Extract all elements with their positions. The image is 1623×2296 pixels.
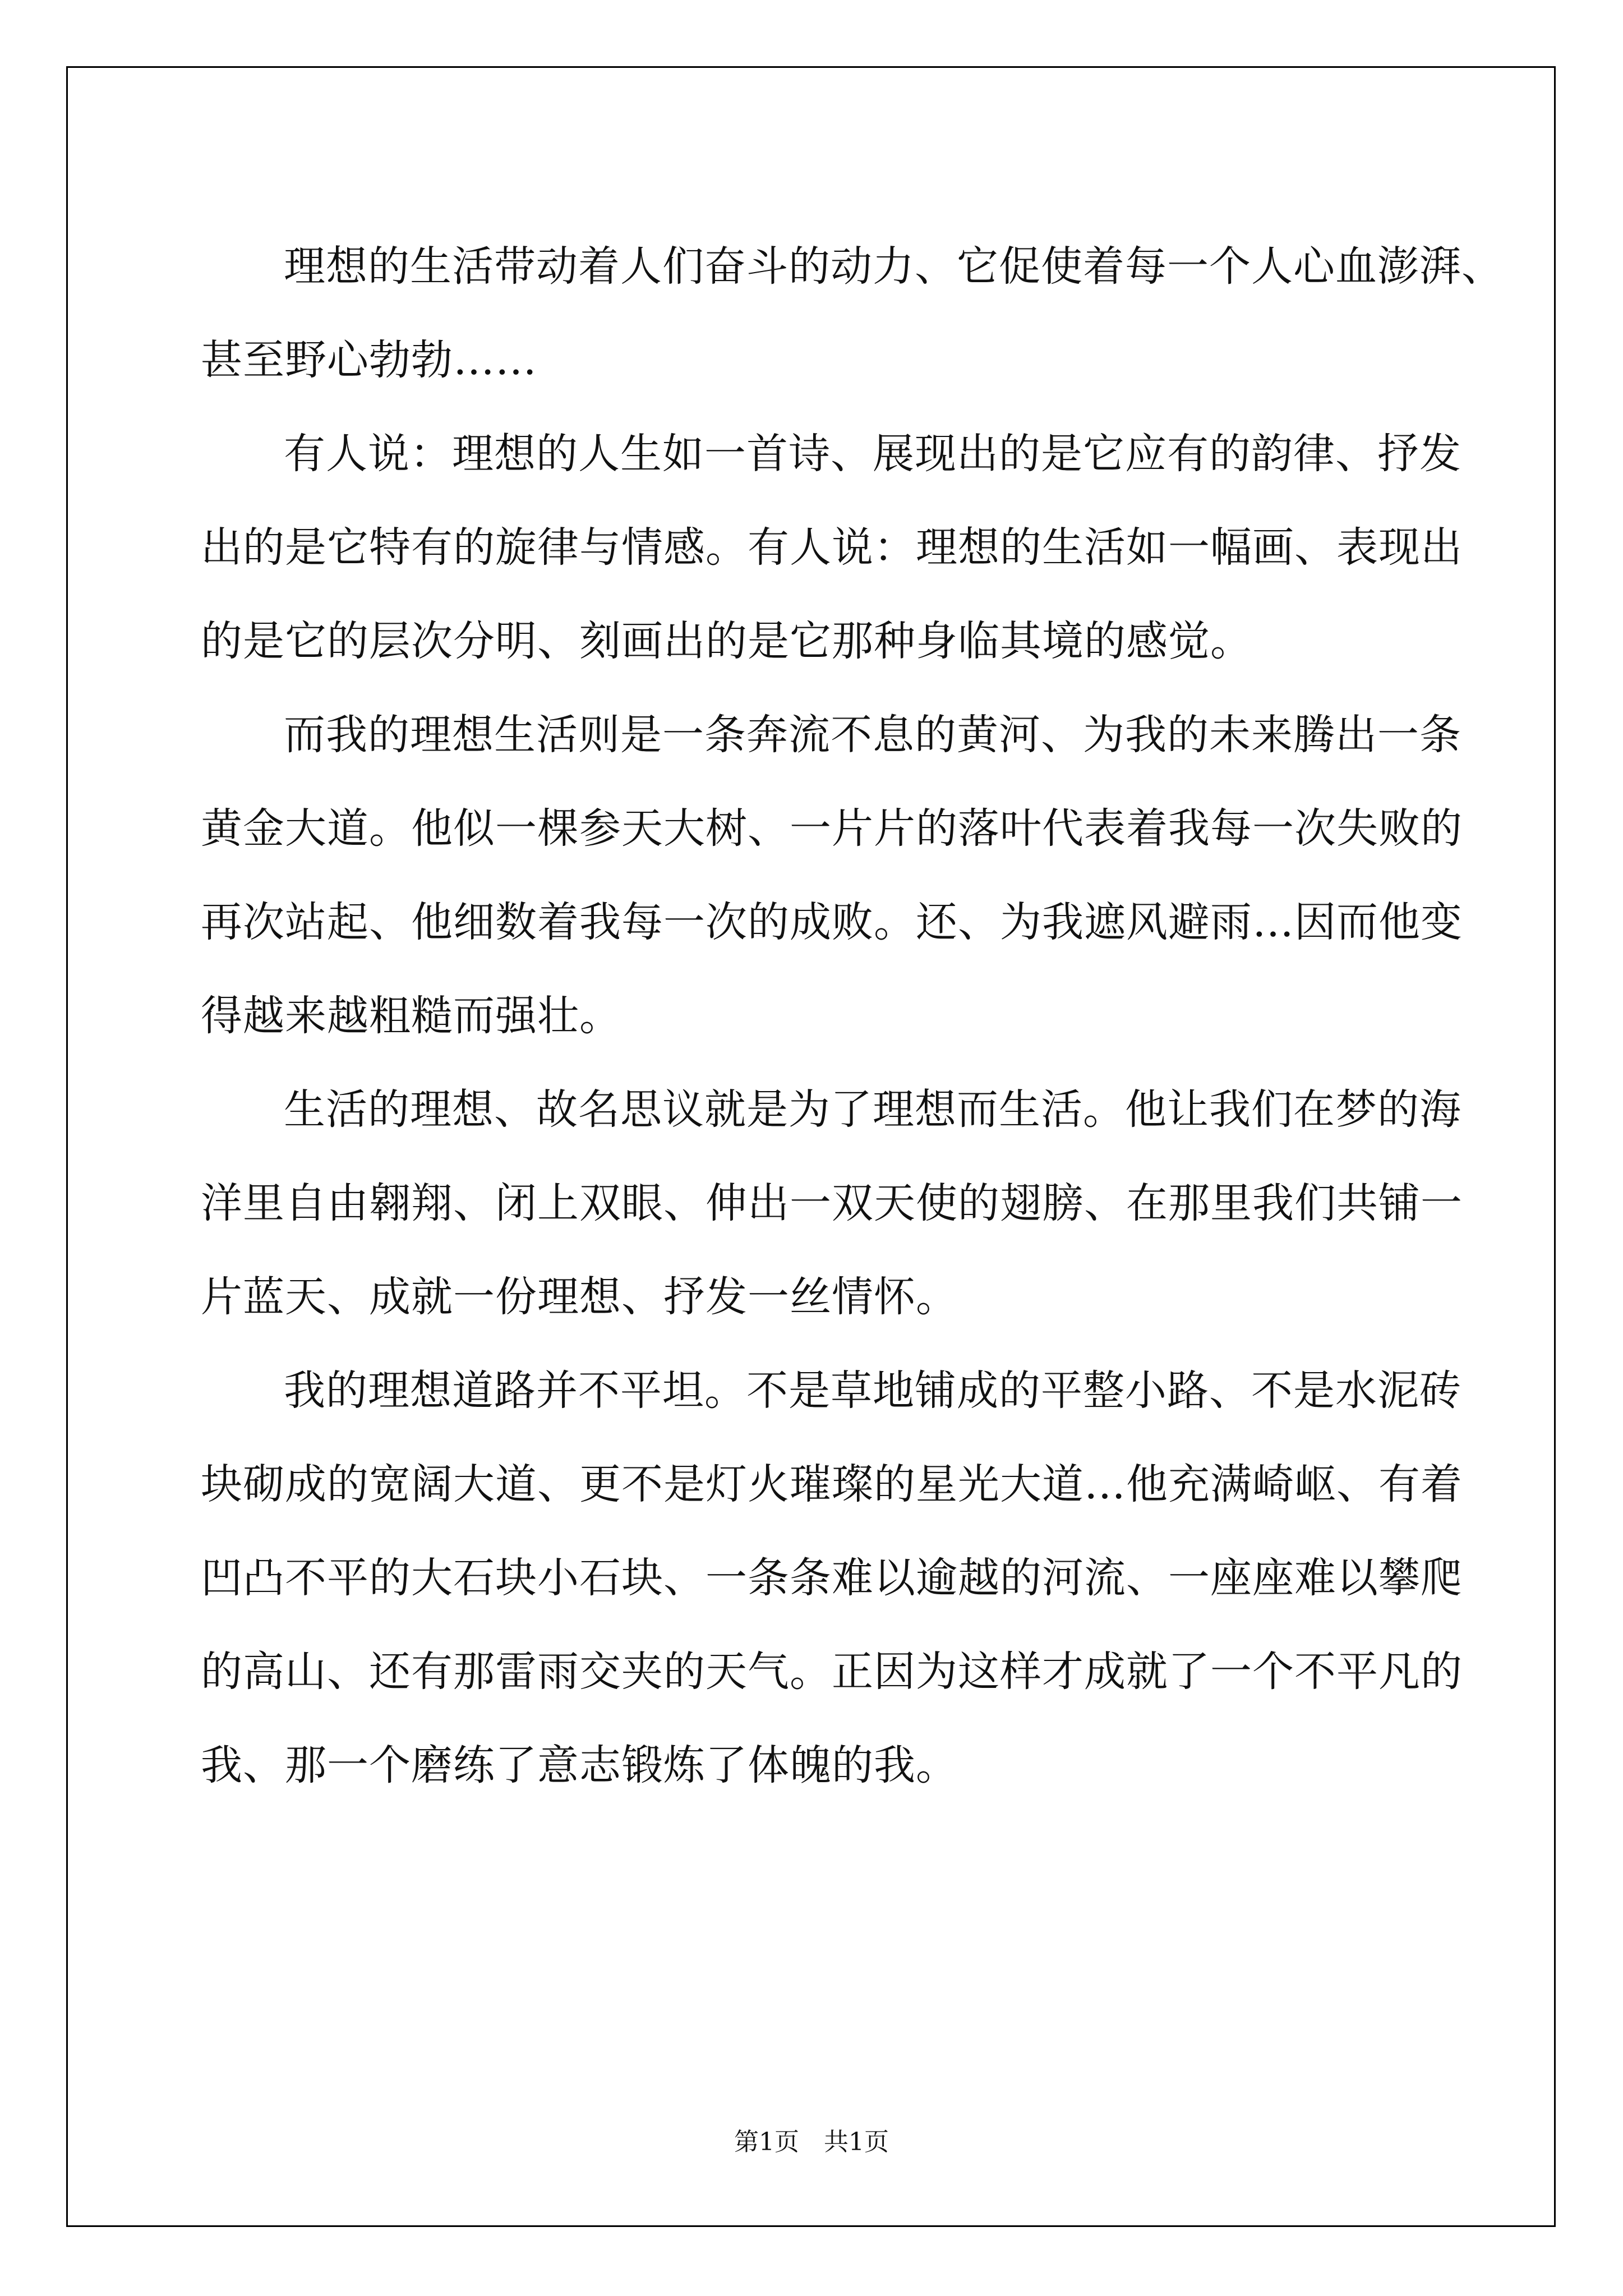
page-footer: 第1页 共1页 (734, 2128, 889, 2156)
paragraph-5 (201, 1344, 1463, 1812)
text-line: 生活的理想、故名思议就是为了理想而生活。他让我们在梦的海 (284, 1085, 1461, 1134)
paragraph-3 (201, 688, 1463, 1063)
text-line: 甚至野心勃勃…… (201, 336, 537, 384)
text-line: 出的是它特有的旋律与情感。有人说：理想的生活如一幅画、表现出 (201, 523, 1463, 572)
paragraph-4 (201, 1063, 1463, 1344)
text-line: 我的理想道路并不平坦。不是草地铺成的平整小路、不是水泥砖 (284, 1366, 1461, 1415)
text-line: 的是它的层次分明、刻画出的是它那种身临其境的感觉。 (201, 617, 1252, 665)
paragraph-2 (201, 407, 1463, 688)
text-line: 理想的生活带动着人们奋斗的动力、它促使着每一个人心血澎湃、 (284, 242, 1504, 291)
text-line: 有人说：理想的人生如一首诗、展现出的是它应有的韵律、抒发 (284, 430, 1461, 478)
text-line: 得越来越粗糙而强壮。 (201, 992, 621, 1040)
text-line: 黄金大道。他似一棵参天大树、一片片的落叶代表着我每一次失败的 (201, 804, 1463, 853)
text-line: 凹凸不平的大石块小石块、一条条难以逾越的河流、一座座难以攀爬 (201, 1554, 1463, 1602)
text-line: 再次站起、他细数着我每一次的成败。还、为我遮风避雨…因而他变 (201, 898, 1463, 946)
document-body (201, 220, 1504, 1812)
text-line: 我、那一个磨练了意志锻炼了体魄的我。 (201, 1741, 958, 1789)
text-line: 块砌成的宽阔大道、更不是灯火璀璨的星光大道…他充满崎岖、有着 (201, 1460, 1463, 1508)
paragraph-1 (201, 220, 1504, 407)
text-line: 的高山、还有那雷雨交夹的天气。正因为这样才成就了一个不平凡的 (201, 1648, 1463, 1696)
text-line: 片蓝天、成就一份理想、抒发一丝情怀。 (201, 1273, 958, 1321)
text-line: 而我的理想生活则是一条奔流不息的黄河、为我的未来腾出一条 (284, 711, 1461, 759)
text-line: 洋里自由翱翔、闭上双眼、伸出一双天使的翅膀、在那里我们共铺一 (201, 1179, 1463, 1227)
